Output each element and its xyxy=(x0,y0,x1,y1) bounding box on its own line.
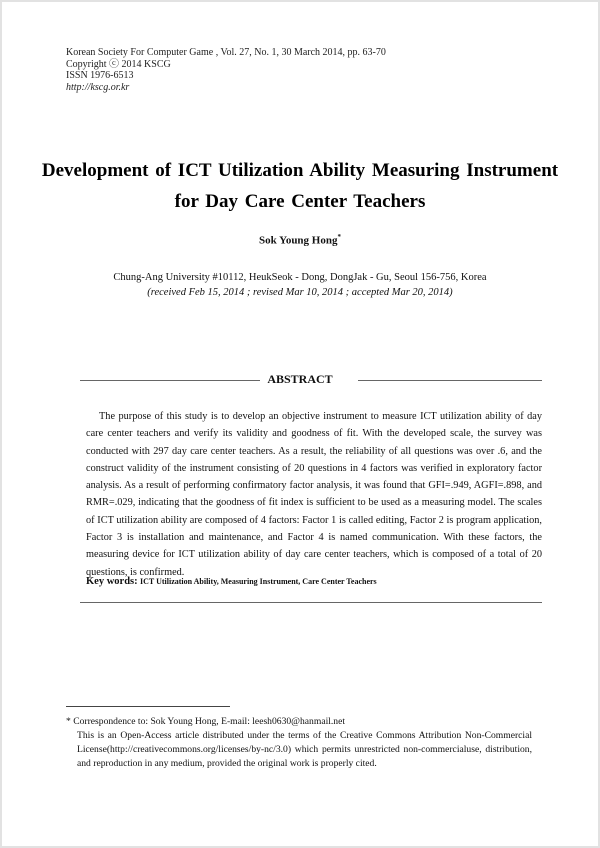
author-name: Sok Young Hong xyxy=(259,234,338,247)
journal-citation: Korean Society For Computer Game , Vol. 27, No. 1, 30 March 2014, pp. 63-70 xyxy=(66,47,386,58)
keywords-value: ICT Utilization Ability, Measuring Instrument, Care Center Teachers xyxy=(140,577,377,586)
abstract-body: The purpose of this study is to develop an objective instrument to measure ICT utilization ability of day care center teachers and verify its validity and goodness of fit. With the developed scale, the survey was conducted with 297 day care center teachers. As a result, the reliability of all questions was over .6, and the construct validity of the instrument consisting of 20 questions in 4 factors was verified in exploratory factor analysis. As a result of performing confirmatory factor analysis, it was found that GFI=.949, AGFI=.898, and RMR=.029, indicating that the goodness of fit index is sufficient to be used as a measuring model. The scales of ICT utilization ability are composed of 4 factors: Factor 1 is called editing, Factor 2 is program application, Factor 3 is installation and maintenance, and Factor 4 is named communication. With these factors, the measuring device for ICT utilization ability of day care center teachers, which is composed of a total of 20 questions, is confirmed. xyxy=(86,411,542,578)
author-line xyxy=(0,233,600,247)
license-note: This is an Open-Access article distributed under the terms of the Creative Commons Attribution Non-Commercial License(http://creativecommons.org/licenses/by-nc/3.0) which permits unrestricted non-commercialuse, distribution, and reproduction in any medium, provided the original work is properly cited. xyxy=(77,730,532,769)
paper-title: Development of ICT Utilization Ability Measuring Instrument for Day Care Center Teachers xyxy=(41,160,559,212)
footnote-rule xyxy=(66,706,230,707)
journal-header xyxy=(66,47,386,93)
keywords-label: Key words: xyxy=(86,576,138,587)
issn-line: ISSN 1976-6513 xyxy=(66,70,134,82)
copyright-line: Copyright ⓒ 2014 KSCG xyxy=(66,58,171,70)
affiliation: Chung-Ang University #10112, HeukSeok - Dong, DongJak - Gu, Seoul 156-756, Korea xyxy=(113,272,487,283)
journal-url[interactable]: http://kscg.or.kr xyxy=(66,81,130,93)
abstract-heading: ABSTRACT xyxy=(267,372,333,386)
abstract-rule-right xyxy=(358,380,542,381)
author-footnote-mark: * xyxy=(337,233,341,241)
keywords-line xyxy=(86,576,377,587)
footnote xyxy=(66,715,532,771)
submission-dates: (received Feb 15, 2014 ; revised Mar 10, 2014 ; accepted Mar 20, 2014) xyxy=(147,287,453,298)
correspondence-note: * Correspondence to: Sok Young Hong, E-mail: leesh0630@hanmail.net xyxy=(66,716,346,727)
keywords-rule xyxy=(80,602,542,603)
